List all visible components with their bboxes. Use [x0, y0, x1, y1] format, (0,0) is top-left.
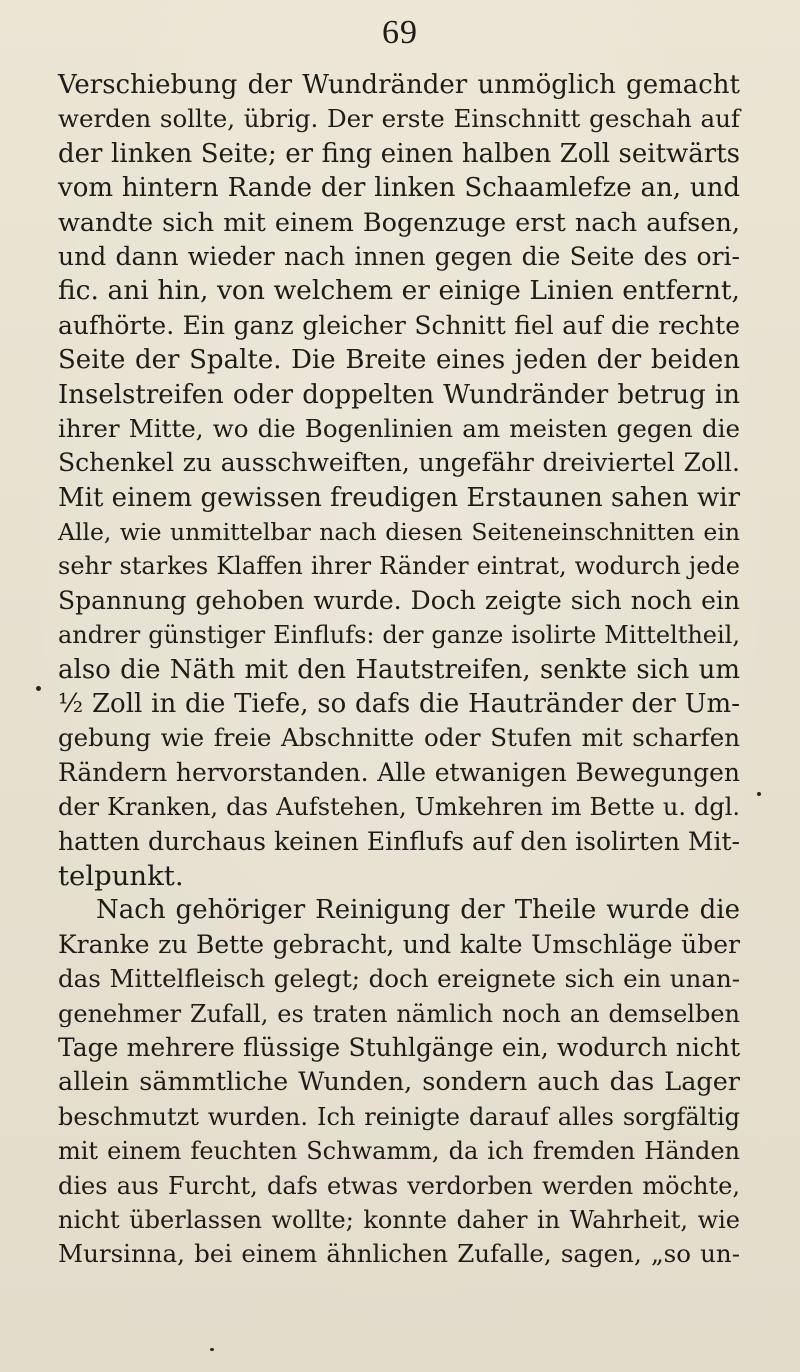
paper-speck [36, 686, 41, 691]
text-line: nicht überlassen wollte; konnte daher in Wahrheit, wie [58, 1205, 740, 1234]
text-line: genehmer Zufall, es traten nämlich noch an demselben [58, 999, 740, 1028]
text-line: wandte sich mit einem Bogenzuge erst nach aufsen, [58, 207, 740, 238]
text-line: gebung wie freie Abschnitte oder Stufen mit scharfen [58, 723, 740, 753]
page-number: 69 [382, 14, 418, 51]
text-line: ½ Zoll in die Tiefe, so dafs die Hautränder der Um- [58, 689, 740, 720]
text-line: beschmutzt wurden. Ich reinigte darauf alles sorgfältig [58, 1102, 740, 1131]
text-line: vom hintern Rande der linken Schaamlefze an, und [58, 173, 740, 204]
text-line: das Mittelfleisch gelegt; doch ereignete sich ein unan- [58, 964, 740, 994]
text-line: werden sollte, übrig. Der erste Einschnitt geschah auf [58, 104, 740, 134]
text-line: fic. ani hin, von welchem er einige Linien entfernt, [58, 275, 740, 307]
text-line: andrer günstiger Einflufs: der ganze isolirte Mitteltheil, [58, 621, 740, 650]
text-line: aufhörte. Ein ganz gleicher Schnitt fiel auf die rechte [58, 310, 740, 340]
text-line: ihrer Mitte, wo die Bogenlinien am meisten gegen die [58, 413, 740, 443]
text-line: telpunkt. [58, 859, 184, 892]
text-line: Alle, wie unmittelbar nach diesen Seiteneinschnitten ein [58, 518, 740, 547]
text-line: und dann wieder nach innen gegen die Seite des ori- [58, 241, 740, 271]
text-line: mit einem feuchten Schwamm, da ich fremden Händen [58, 1137, 740, 1166]
text-line: Seite der Spalte. Die Breite eines jeden der beiden [58, 345, 740, 376]
text-line: Kranke zu Bette gebracht, und kalte Umschläge über [58, 929, 740, 959]
text-line: Schenkel zu ausschweiften, ungefähr dreiviertel Zoll. [58, 448, 740, 478]
text-line: dies aus Furcht, dafs etwas verdorben werden möchte, [58, 1171, 740, 1200]
text-line: sehr starkes Klaffen ihrer Ränder eintrat, wodurch jede [58, 552, 740, 581]
text-line: allein sämmtliche Wunden, sondern auch das Lager [58, 1067, 740, 1098]
paragraph-start-line: Nach gehöriger Reinigung der Theile wurde die [96, 895, 740, 926]
text-line: Inselstreifen oder doppelten Wundränder betrug in [58, 379, 740, 410]
text-line: Verschiebung der Wundränder unmöglich gemacht [58, 70, 740, 100]
paper-speck [757, 792, 761, 796]
text-line: Rändern hervorstanden. Alle etwanigen Bewegungen [58, 757, 740, 787]
text-line: Mit einem gewissen freudigen Erstaunen sahen wir [58, 482, 740, 513]
text-line: also die Näth mit den Hautstreifen, senkte sich um [58, 654, 740, 685]
text-line: der Kranken, das Aufstehen, Umkehren im Bette u. dgl. [58, 793, 740, 822]
body-text [58, 68, 740, 1272]
text-line: Spannung gehoben wurde. Doch zeigte sich noch ein [58, 585, 740, 615]
text-line: hatten durchaus keinen Einflufs auf den isolirten Mit- [58, 826, 740, 856]
paper-speck [210, 1348, 214, 1351]
text-line: Tage mehrere flüssige Stuhlgänge ein, wodurch nicht [58, 1032, 740, 1062]
text-line: Mursinna, bei einem ähnlichen Zufalle, sagen, „so un- [58, 1239, 740, 1269]
text-line: der linken Seite; er fing einen halben Zoll seitwärts [58, 138, 740, 169]
